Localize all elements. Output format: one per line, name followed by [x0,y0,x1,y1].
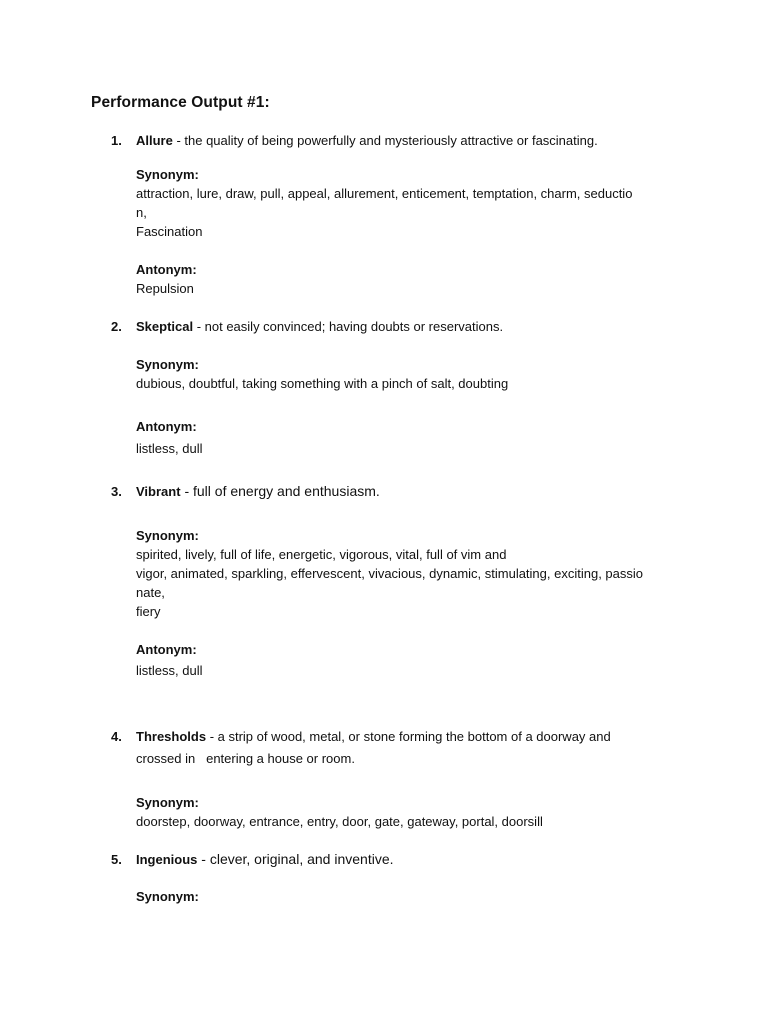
synonym-text: vigor, animated, sparkling, effervescent, vivacious, dynamic, stimulating, exciting, passio [136,566,643,581]
antonym-label: Antonym: [136,262,197,277]
antonym-text: listless, dull [136,441,203,456]
entry-definition-continued: crossed in entering a house or room. [136,751,355,766]
synonym-text: dubious, doubtful, taking something with a pinch of salt, doubting [136,376,509,391]
entry-number: 5. [111,852,122,867]
synonym-label: Synonym: [136,889,199,904]
antonym-label: Antonym: [136,419,197,434]
entry-number: 4. [111,729,122,744]
entry-number: 2. [111,319,122,334]
entry-term: Ingenious [136,852,198,867]
synonym-label: Synonym: [136,357,199,372]
entry-term-line [136,319,503,335]
entry-term: Vibrant [136,484,181,499]
synonym-label: Synonym: [136,528,199,543]
entry-term-line [136,729,611,745]
entry-term-line [136,851,394,868]
entry-number: 1. [111,133,122,148]
synonym-text: n, [136,205,147,220]
entry-number: 3. [111,484,122,499]
synonym-text: spirited, lively, full of life, energetic, vigorous, vital, full of vim and [136,547,507,562]
entry-definition: - clever, original, and inventive. [197,851,394,867]
synonym-text: fiery [136,604,161,619]
synonym-label: Synonym: [136,167,199,182]
entry-definition: - not easily convinced; having doubts or reservations. [193,319,504,334]
entry-definition: - full of energy and enthusiasm. [180,483,380,499]
synonym-text: nate, [136,585,165,600]
entry-definition: - a strip of wood, metal, or stone forming the bottom of a doorway and [206,729,611,744]
antonym-label: Antonym: [136,642,197,657]
entry-term: Thresholds [136,729,207,744]
antonym-text: listless, dull [136,663,203,678]
synonym-text: doorstep, doorway, entrance, entry, door, gate, gateway, portal, doorsill [136,814,543,829]
antonym-text: Repulsion [136,281,194,296]
entry-term-line [136,133,598,149]
entry-term: Allure [136,133,173,148]
entry-term: Skeptical [136,319,194,334]
entry-definition: - the quality of being powerfully and mysteriously attractive or fascinating. [172,133,598,148]
synonym-text: attraction, lure, draw, pull, appeal, allurement, enticement, temptation, charm, seductio [136,186,633,201]
entry-term-line [136,483,380,500]
synonym-text: Fascination [136,224,203,239]
page-title: Performance Output #1: [91,94,270,111]
synonym-label: Synonym: [136,795,199,810]
